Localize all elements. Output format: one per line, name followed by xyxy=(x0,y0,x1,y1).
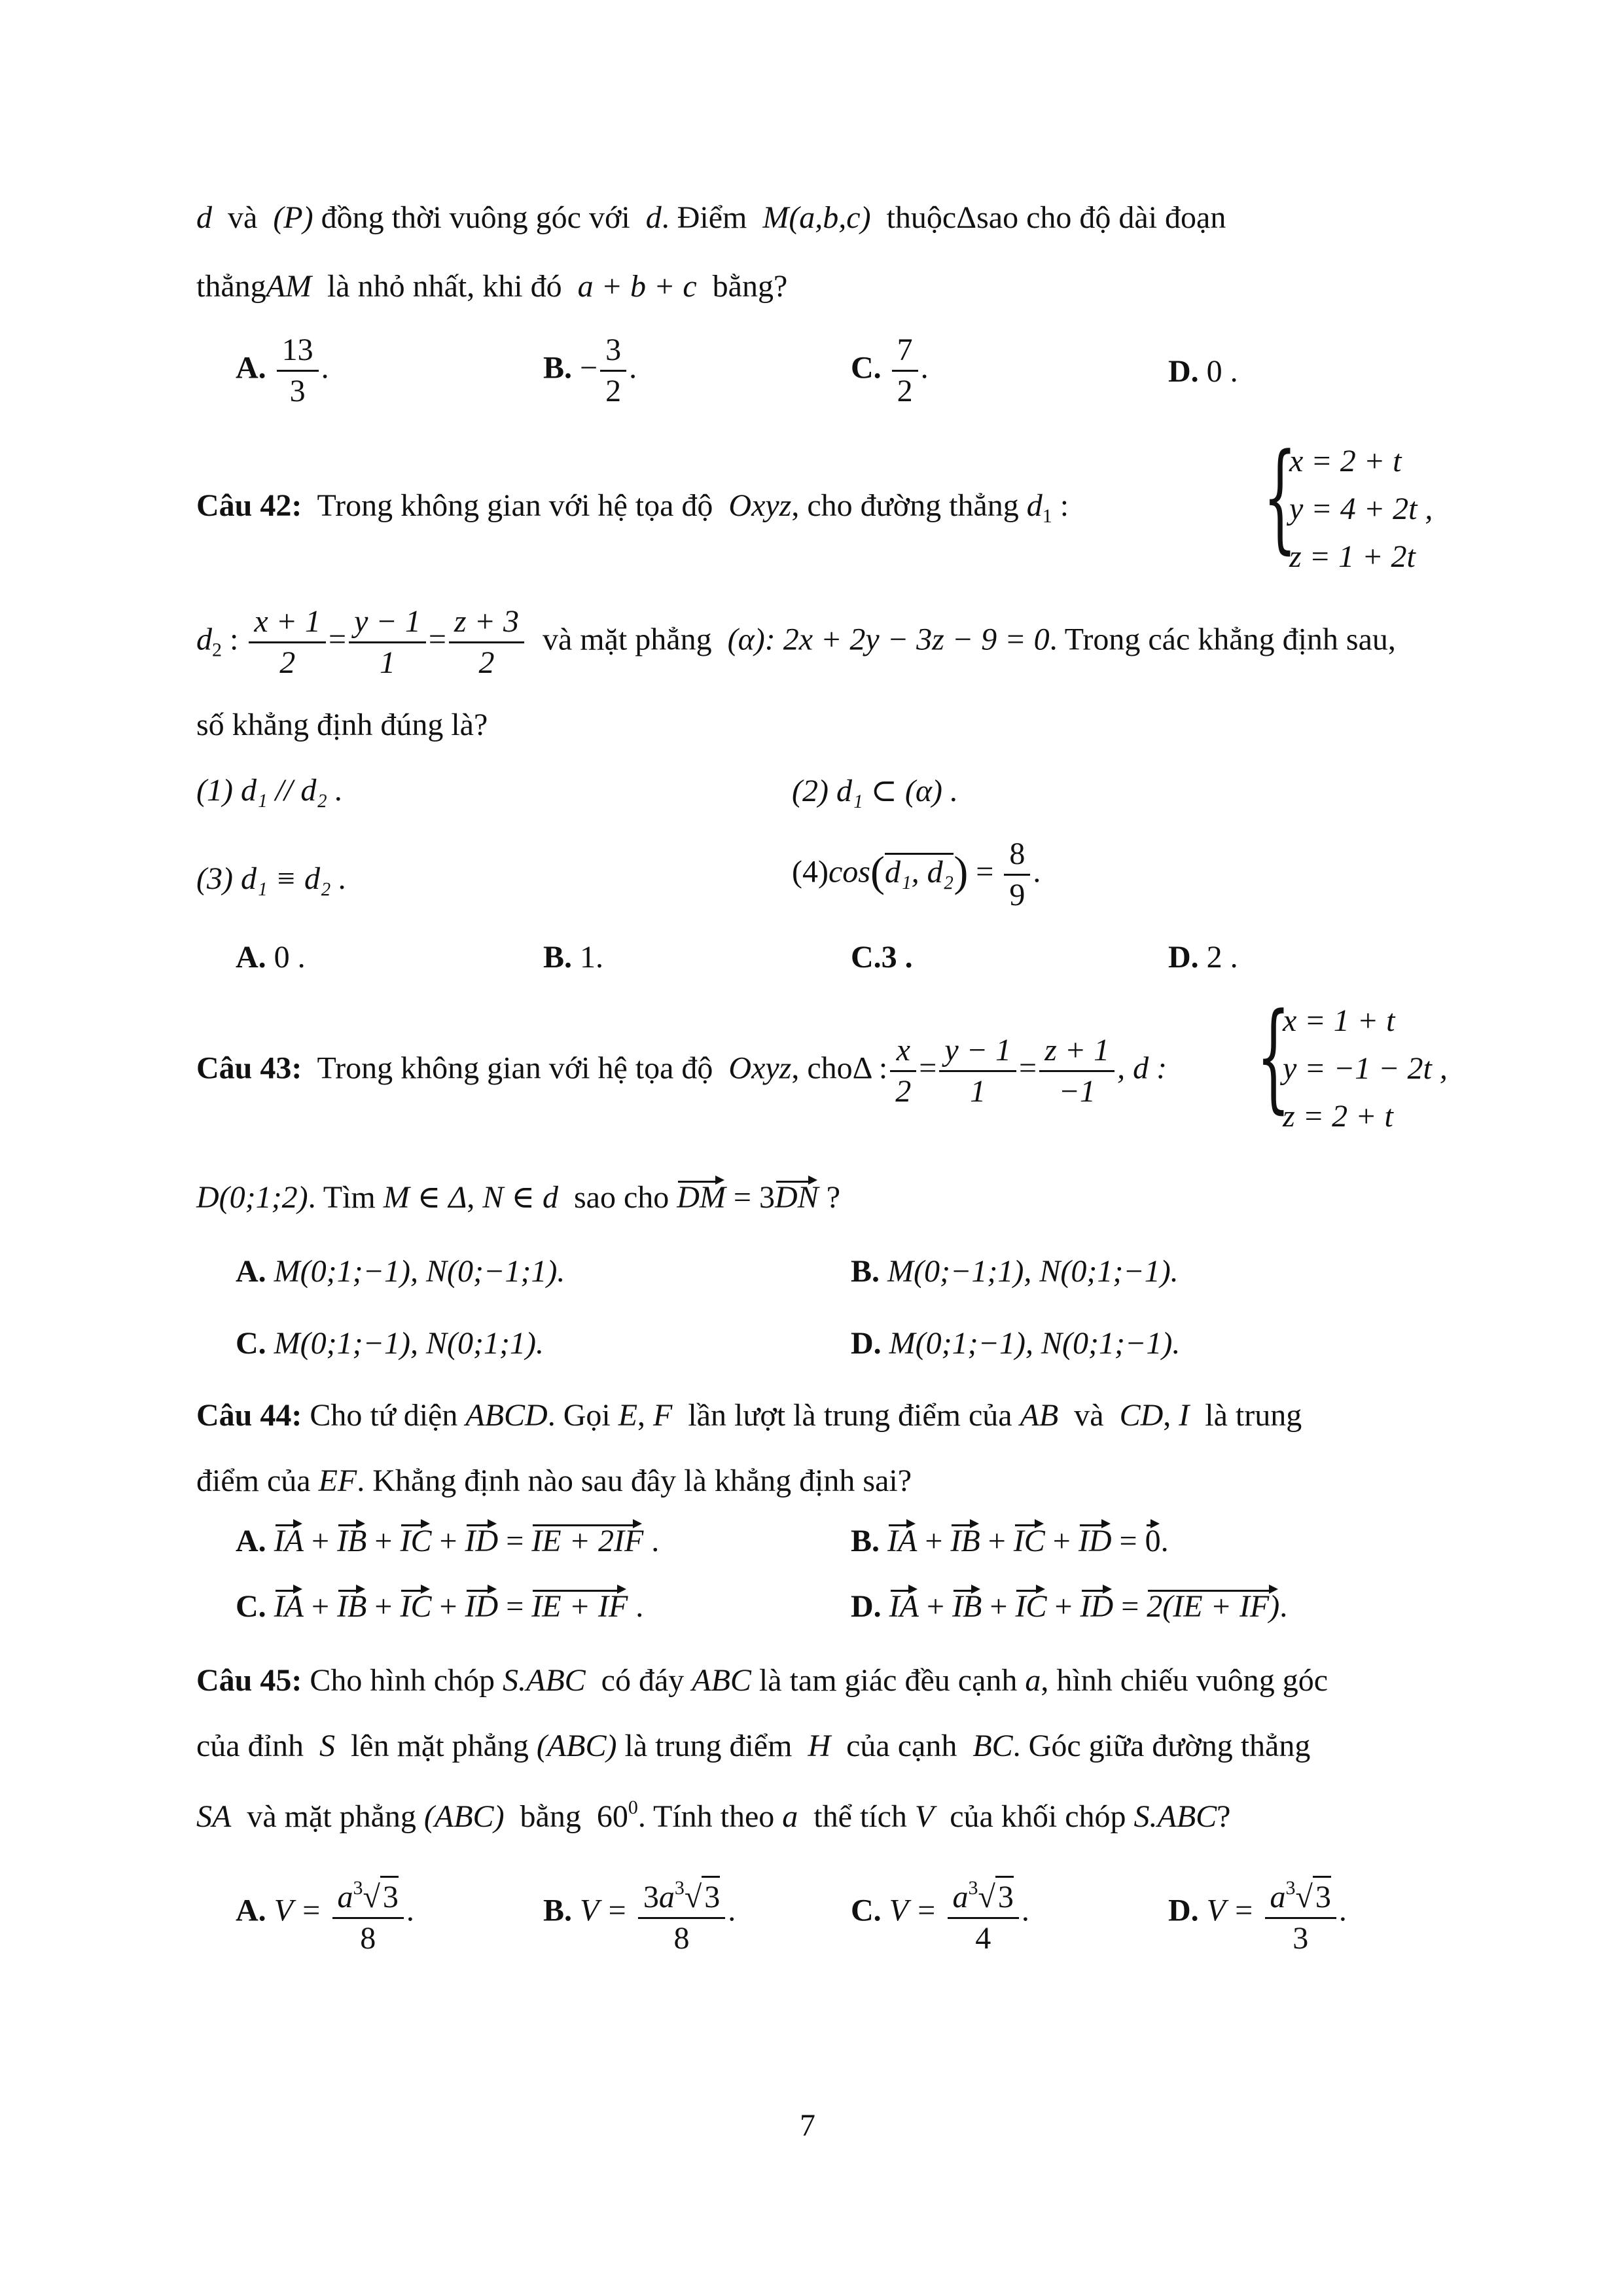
brace-icon: { xyxy=(1263,429,1297,565)
vector: DN xyxy=(775,1178,819,1215)
q45-answer-b[interactable]: B. V = $\frac{3a^3√3}{8}$ . xyxy=(543,1869,736,1958)
q43-line-1: Câu 43: Trong không gian với hệ tọa độ Oxyz, choΔ : $\frac{x}{2}$ = $\frac{y - 1}{1}$ = $\frac{z + 1}{-1}$ , d : xyxy=(196,1031,1167,1111)
q44-answer-d[interactable]: D. IA + IB + IC + ID = 2(IE + IF). xyxy=(851,1587,1287,1624)
q42-statement-4: (4)cos(d₁, d₂) = $\frac{8}{9}$ . xyxy=(792,834,1041,915)
intro-answer-d[interactable]: D. 0 . xyxy=(1168,354,1238,389)
q44-answer-b[interactable]: B. IA + IB + IC + ID = 0. xyxy=(851,1522,1169,1559)
q42-answer-c[interactable]: C.3 . xyxy=(851,940,913,975)
q42-statement-1: (1) d₁ // d₂ . xyxy=(196,773,344,808)
vector: DM xyxy=(677,1178,726,1215)
q45-line-3: SA và mặt phẳng (ABC) bằng $60^0$. Tính theo a thể tích V của khối chóp S.ABC? xyxy=(196,1797,1231,1834)
q45-answer-a[interactable]: A. V = $\frac{a^3√3}{8}$ . xyxy=(236,1869,414,1958)
q45-answer-c[interactable]: C. V = $\frac{a^3√3}{4}$ . xyxy=(851,1869,1029,1958)
q42-line-2: $d_2$ : $\frac{x + 1}{2}$ = $\frac{y - 1}{1}$ = $\frac{z + 3}{2}$ và mặt phẳng (α): 2x + 2y − 3z − 9 = 0. Trong các khẳng định sau, xyxy=(196,602,1396,683)
q42-statement-3: (3) d₁ ≡ d₂ . xyxy=(196,861,347,896)
q42-d1-system: { x = 2 + t y = 4 + 2t , z = 1 + 2t xyxy=(1263,429,1433,574)
q45-line-1: Câu 45: Cho hình chóp S.ABC có đáy ABC là tam giác đều cạnh a, hình chiếu vuông góc xyxy=(196,1663,1328,1698)
fraction: $\frac{13}{3}$ xyxy=(277,331,319,411)
q44-line-2: điểm của EF. Khẳng định nào sau đây là khẳng định sai? xyxy=(196,1463,912,1498)
q43-answer-a[interactable]: A. M(0;1;−1), N(0;−1;1). xyxy=(236,1254,565,1289)
page-number: 7 xyxy=(800,2108,815,2143)
q44-answer-c[interactable]: C. IA + IB + IC + ID = IE + IF . xyxy=(236,1587,643,1624)
fraction: $\frac{7}{2}$ xyxy=(892,331,918,411)
q44-line-1: Câu 44: Cho tứ diện ABCD. Gọi E, F lần lượt là trung điểm của AB và CD, I là trung xyxy=(196,1398,1302,1433)
intro-answer-c[interactable]: C. $\frac{7}{2}$ . xyxy=(851,331,929,411)
q42-statement-2: (2) d₁ ⊂ (α) . xyxy=(792,774,959,808)
intro-line-2: thẳngAM là nhỏ nhất, khi đó a + b + c bằng? xyxy=(196,269,788,304)
q43-answer-c[interactable]: C. M(0;1;−1), N(0;1;1). xyxy=(236,1326,544,1361)
q43-answer-b[interactable]: B. M(0;−1;1), N(0;1;−1). xyxy=(851,1254,1179,1289)
intro-answer-b[interactable]: B. − $\frac{3}{2}$ . xyxy=(543,331,637,411)
intro-line-1: d và (P) đồng thời vuông góc với d. Điểm M(a,b,c) thuộcΔsao cho độ dài đoạn xyxy=(196,200,1226,235)
intro-answer-a[interactable]: A. $\frac{13}{3}$ . xyxy=(236,331,329,411)
q42-line-1: Câu 42: Trong không gian với hệ tọa độ Oxyz, cho đường thẳng $d_1$ : xyxy=(196,488,1069,527)
q45-line-2: của đỉnh S lên mặt phẳng (ABC) là trung điểm H của cạnh BC. Góc giữa đường thẳng xyxy=(196,1729,1311,1763)
q42-answer-a[interactable]: A. 0 . xyxy=(236,940,306,975)
q45-answer-d[interactable]: D. V = $\frac{a^3√3}{3}$ . xyxy=(1168,1869,1347,1958)
q42-line-3: số khẳng định đúng là? xyxy=(196,708,488,742)
fraction: $\frac{3}{2}$ xyxy=(600,331,626,411)
q42-answer-b[interactable]: B. 1. xyxy=(543,940,604,975)
brace-icon: { xyxy=(1257,988,1291,1125)
q44-answer-a[interactable]: A. IA + IB + IC + ID = IE + 2IF . xyxy=(236,1522,659,1559)
q43-answer-d[interactable]: D. M(0;1;−1), N(0;1;−1). xyxy=(851,1326,1181,1361)
q42-answer-d[interactable]: D. 2 . xyxy=(1168,940,1238,975)
q43-d-system: { x = 1 + t y = −1 − 2t , z = 2 + t xyxy=(1257,988,1448,1134)
q43-line-2: D(0;1;2). Tìm M ∈ Δ, N ∈ d sao cho DM = 3DN ? xyxy=(196,1178,840,1215)
